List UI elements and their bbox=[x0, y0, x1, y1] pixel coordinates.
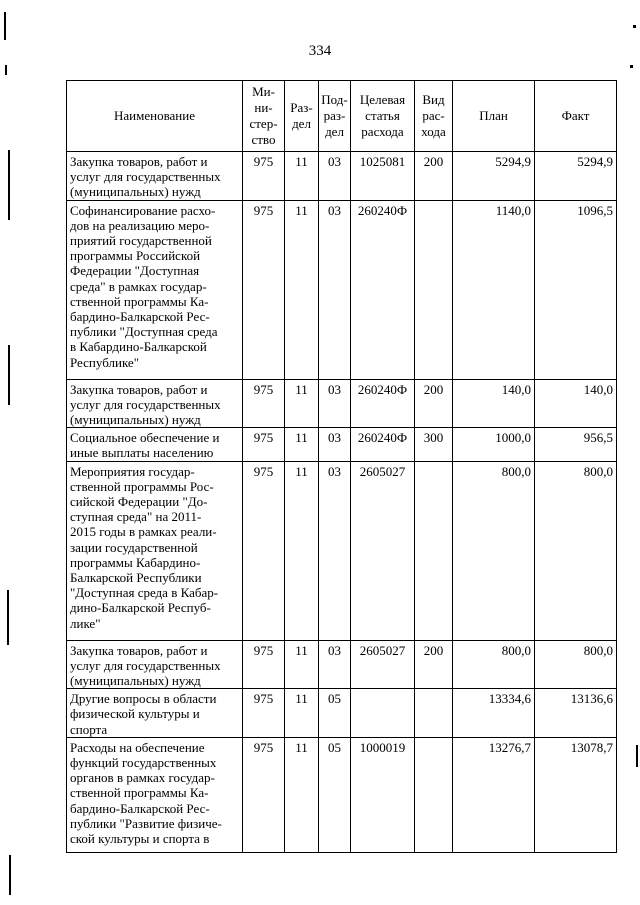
row-ministry: 975 bbox=[243, 428, 285, 461]
row-name: Социальное обеспечение и иные выплаты населению bbox=[67, 428, 243, 461]
row-name: Закупка товаров, работ и услуг для государственных (муниципальных) нужд bbox=[67, 152, 243, 201]
row-fact: 5294,9 bbox=[535, 152, 617, 201]
header-name: Наименование bbox=[67, 81, 243, 152]
row-subsection: 03 bbox=[319, 461, 351, 640]
row-target-item: 260240Ф bbox=[351, 200, 415, 379]
scan-mark bbox=[9, 855, 11, 895]
row-expense-type: 200 bbox=[415, 640, 453, 689]
scan-mark bbox=[636, 745, 638, 767]
table-row bbox=[67, 152, 617, 201]
row-ministry: 975 bbox=[243, 379, 285, 428]
row-section: 11 bbox=[285, 200, 319, 379]
row-plan: 800,0 bbox=[453, 640, 535, 689]
row-section: 11 bbox=[285, 689, 319, 738]
header-row bbox=[67, 81, 617, 152]
row-ministry: 975 bbox=[243, 689, 285, 738]
page-number: 334 bbox=[308, 43, 332, 59]
scan-mark bbox=[4, 12, 6, 40]
row-subsection: 03 bbox=[319, 152, 351, 201]
table-row bbox=[67, 737, 617, 852]
row-fact: 956,5 bbox=[535, 428, 617, 461]
header-plan: План bbox=[453, 81, 535, 152]
row-section: 11 bbox=[285, 461, 319, 640]
row-name: Расходы на обеспечение функций государственных органов в рамках государ- ственной программы Ка- бардино-Балкарской Рес- публики "Развитие физиче- ской культуры и спорта в bbox=[67, 737, 243, 852]
row-plan: 800,0 bbox=[453, 461, 535, 640]
header-ministry: Ми- ни- стер- ство bbox=[243, 81, 285, 152]
row-plan: 1000,0 bbox=[453, 428, 535, 461]
scan-mark bbox=[8, 345, 10, 405]
row-target-item: 2605027 bbox=[351, 640, 415, 689]
row-expense-type: 200 bbox=[415, 152, 453, 201]
row-ministry: 975 bbox=[243, 640, 285, 689]
row-target-item: 260240Ф bbox=[351, 379, 415, 428]
row-section: 11 bbox=[285, 379, 319, 428]
row-name: Другие вопросы в области физической культуры и спорта bbox=[67, 689, 243, 738]
row-fact: 1096,5 bbox=[535, 200, 617, 379]
header-expense-type: Вид рас- хода bbox=[415, 81, 453, 152]
row-expense-type: 200 bbox=[415, 379, 453, 428]
table-row bbox=[67, 428, 617, 461]
scan-mark bbox=[5, 65, 7, 75]
row-plan: 1140,0 bbox=[453, 200, 535, 379]
row-subsection: 05 bbox=[319, 689, 351, 738]
row-section: 11 bbox=[285, 640, 319, 689]
row-target-item: 1025081 bbox=[351, 152, 415, 201]
row-subsection: 03 bbox=[319, 640, 351, 689]
row-ministry: 975 bbox=[243, 737, 285, 852]
header-fact: Факт bbox=[535, 81, 617, 152]
row-name: Мероприятия государ- ственной программы Рос- сийской Федерации "До- ступная среда" на 2011- 2015 годы в рамках реали- зации государственной программы Кабардино- Балкарской Республики "Доступная среда в Кабар- дино-Балкарской Респуб- лике" bbox=[67, 461, 243, 640]
row-fact: 800,0 bbox=[535, 640, 617, 689]
row-ministry: 975 bbox=[243, 200, 285, 379]
row-ministry: 975 bbox=[243, 461, 285, 640]
row-target-item bbox=[351, 689, 415, 738]
row-subsection: 03 bbox=[319, 379, 351, 428]
row-expense-type bbox=[415, 461, 453, 640]
row-target-item: 260240Ф bbox=[351, 428, 415, 461]
scan-mark bbox=[630, 65, 633, 68]
row-fact: 13136,6 bbox=[535, 689, 617, 738]
scan-mark bbox=[633, 25, 636, 28]
row-expense-type: 300 bbox=[415, 428, 453, 461]
row-plan: 5294,9 bbox=[453, 152, 535, 201]
row-expense-type bbox=[415, 200, 453, 379]
table-row bbox=[67, 689, 617, 738]
row-expense-type bbox=[415, 737, 453, 852]
budget-table bbox=[66, 80, 617, 853]
header-target-item: Целевая статья расхода bbox=[351, 81, 415, 152]
row-subsection: 05 bbox=[319, 737, 351, 852]
row-section: 11 bbox=[285, 428, 319, 461]
table-row bbox=[67, 461, 617, 640]
row-target-item: 2605027 bbox=[351, 461, 415, 640]
row-plan: 13334,6 bbox=[453, 689, 535, 738]
row-target-item: 1000019 bbox=[351, 737, 415, 852]
row-plan: 13276,7 bbox=[453, 737, 535, 852]
row-fact: 13078,7 bbox=[535, 737, 617, 852]
table-row bbox=[67, 379, 617, 428]
table-row bbox=[67, 640, 617, 689]
row-subsection: 03 bbox=[319, 200, 351, 379]
header-subsection: Под- раз- дел bbox=[319, 81, 351, 152]
scan-mark bbox=[8, 150, 10, 220]
row-fact: 140,0 bbox=[535, 379, 617, 428]
row-ministry: 975 bbox=[243, 152, 285, 201]
row-name: Софинансирование расхо- дов на реализацию меро- приятий государственной программы Российской Федерации "Доступная среда" в рамках государ- ственной программы Ка- бардино-Балкарской Рес- публики "Доступная среда в Кабардино-Балкарской Республике" bbox=[67, 200, 243, 379]
table-row bbox=[67, 200, 617, 379]
scan-mark bbox=[7, 590, 9, 645]
row-expense-type bbox=[415, 689, 453, 738]
row-subsection: 03 bbox=[319, 428, 351, 461]
row-section: 11 bbox=[285, 737, 319, 852]
row-name: Закупка товаров, работ и услуг для государственных (муниципальных) нужд bbox=[67, 379, 243, 428]
header-section: Раз- дел bbox=[285, 81, 319, 152]
row-fact: 800,0 bbox=[535, 461, 617, 640]
row-name: Закупка товаров, работ и услуг для государственных (муниципальных) нужд bbox=[67, 640, 243, 689]
row-plan: 140,0 bbox=[453, 379, 535, 428]
row-section: 11 bbox=[285, 152, 319, 201]
